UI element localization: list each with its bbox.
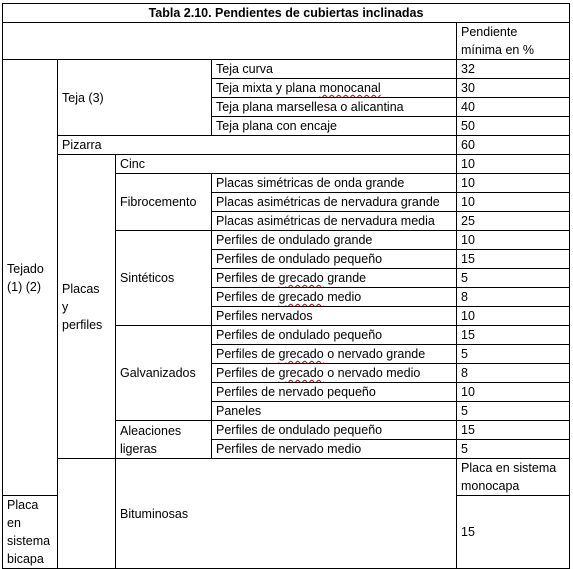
type-cell: Perfiles de ondulado pequeño (212, 326, 457, 345)
table-row (3, 459, 570, 496)
value-cell: 10 (457, 193, 570, 212)
type-cell (212, 79, 457, 98)
type-cell: Paneles (212, 402, 457, 421)
type-text: Perfiles de (216, 290, 279, 304)
type-cell: Perfiles de nervado medio (212, 440, 457, 459)
type-cell: Perfiles de ondulado grande (212, 231, 457, 250)
spellcheck-word: grecado (278, 290, 324, 304)
type-cell (212, 345, 457, 364)
type-text: Perfiles de (216, 366, 279, 380)
type-cell: Perfiles de nervado pequeño (212, 383, 457, 402)
type-text: Perfiles de (216, 347, 279, 361)
type-text: grande (323, 271, 367, 285)
spellcheck-word: monocanal (319, 81, 381, 95)
value-cell: 5 (457, 402, 570, 421)
subcategory-cinc: Cinc (116, 155, 457, 174)
type-cell: Teja curva (212, 60, 457, 79)
type-cell: Placas asimétricas de nervadura media (212, 212, 457, 231)
table-row (3, 155, 570, 174)
value-cell: 40 (457, 98, 570, 117)
value-cell: 10 (457, 307, 570, 326)
type-cell: Perfiles de ondulado pequeño (212, 250, 457, 269)
value-cell: 10 (457, 231, 570, 250)
category-pizarra: Pizarra (58, 136, 457, 155)
type-text: Teja mixta y plana (216, 81, 320, 95)
value-cell: 25 (457, 212, 570, 231)
value-cell: 10 (457, 155, 570, 174)
type-cell: Teja plana marsellesa o alicantina (212, 98, 457, 117)
category-teja: Teja (3) (58, 60, 212, 136)
table-row (3, 136, 570, 155)
value-cell: 5 (457, 440, 570, 459)
value-cell: 10 (457, 174, 570, 193)
value-cell: 60 (457, 136, 570, 155)
type-cell (212, 269, 457, 288)
value-cell: 30 (457, 79, 570, 98)
value-cell: 32 (457, 60, 570, 79)
slopes-table (2, 3, 570, 569)
header-pendiente: Pendiente mínima en % (457, 23, 570, 60)
spellcheck-word: grecado (278, 366, 324, 380)
value-cell: 8 (457, 364, 570, 383)
header-empty-cell (3, 23, 457, 60)
type-text: o nervado grande (323, 347, 426, 361)
spellcheck-word: grecado (278, 271, 324, 285)
value-cell: 15 (457, 421, 570, 440)
value-cell: 8 (457, 288, 570, 307)
spellcheck-word: grecado (278, 347, 324, 361)
type-text: o nervado medio (323, 366, 421, 380)
type-cell: Perfiles de ondulado pequeño (212, 421, 457, 440)
value-cell: 15 (457, 496, 570, 569)
subcategory-sinteticos: Sintéticos (116, 231, 212, 326)
value-cell: 50 (457, 117, 570, 136)
subcategory-aleaciones: Aleaciones ligeras (116, 421, 212, 459)
type-cell (212, 288, 457, 307)
group-empty-cell (58, 459, 116, 569)
header-row (3, 23, 570, 60)
table-title: Tabla 2.10. Pendientes de cubiertas inclinadas (3, 4, 570, 23)
type-cell: Placas asimétricas de nervadura grande (212, 193, 457, 212)
type-text: medio (323, 290, 362, 304)
type-text: Perfiles de (216, 271, 279, 285)
title-row (3, 4, 570, 23)
value-cell: 15 (457, 326, 570, 345)
group-tejado: Tejado (1) (2) (3, 60, 58, 496)
type-cell: Perfiles nervados (212, 307, 457, 326)
type-cell: Placas simétricas de onda grande (212, 174, 457, 193)
value-cell: 5 (457, 269, 570, 288)
category-placas: Placas y perfiles (58, 155, 116, 459)
subcategory-galvanizados: Galvanizados (116, 326, 212, 421)
subcategory-fibrocemento: Fibrocemento (116, 174, 212, 231)
type-cell: Placa en sistema bicapa (3, 496, 58, 569)
type-cell: Teja plana con encaje (212, 117, 457, 136)
type-cell: Placa en sistema monocapa (457, 459, 570, 496)
value-cell: 10 (457, 383, 570, 402)
table-row (3, 60, 570, 79)
value-cell: 5 (457, 345, 570, 364)
value-cell: 15 (457, 250, 570, 269)
category-bituminosas: Bituminosas (116, 459, 457, 569)
type-cell (212, 364, 457, 383)
